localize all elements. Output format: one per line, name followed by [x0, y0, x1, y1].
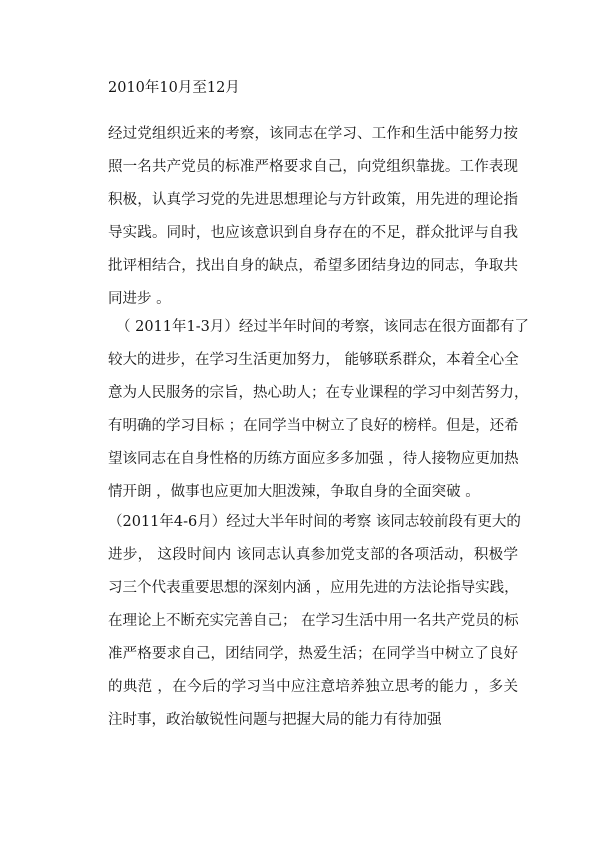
paragraph-2-line-6: 情开朗 ，做事也应更加大胆泼辣，争取自身的全面突破 。: [108, 484, 480, 500]
paragraph-3-line-4: 在理论上不断充实完善自己； 在学习生活中用一名共产党员的标: [108, 613, 519, 629]
paragraph-3-line-1: （2011年4-6月）经过大半年时间的考察 该同志较前段有更大的: [108, 514, 521, 530]
date-heading: 2010年10月至12月: [108, 80, 240, 96]
paragraph-3-line-5: 准严格要求自己，团结同学，热爱生活；在同学当中树立了良好: [108, 646, 518, 662]
paragraph-1-line-4: 导实践。同时，也应该意识到自身存在的不足，群众批评与自我: [108, 225, 518, 241]
paragraph-3-line-2: 进步， 这段时间内 该同志认真参加党支部的各项活动，积极学: [108, 547, 518, 563]
paragraph-1-line-2: 照一名共产党员的标准严格要求自己，向党组织靠拢。工作表现: [108, 159, 518, 175]
paragraph-2-line-3: 意为人民服务的宗旨，热心助人；在专业课程的学习中刻苦努力，: [108, 385, 529, 401]
paragraph-3-line-3: 习三个代表重要思想的深刻内涵 ，应用先进的方法论指导实践，: [108, 580, 519, 596]
paragraph-2-line-1: （ 2011年1-3月）经过半年时间的考察，该同志在很方面都有了: [116, 319, 529, 335]
paragraph-2-line-4: 有明确的学习目标 ；在同学当中树立了良好的榜样。但是，还希: [108, 418, 519, 434]
paragraph-1-line-1: 经过党组织近来的考察，该同志在学习、工作和生活中能努力按: [108, 126, 518, 142]
paragraph-3-line-6: 的典范 ，在今后的学习当中应注意培养独立思考的能力 ，多关: [108, 679, 518, 695]
paragraph-1-line-3: 积极，认真学习党的先进思想理论与方针政策，用先进的理论指: [108, 192, 518, 208]
paragraph-1-line-6: 同进步 。: [108, 291, 171, 307]
paragraph-3-line-7: 注时事，政治敏锐性问题与把握大局的能力有待加强: [108, 712, 442, 728]
paragraph-2-line-2: 较大的进步，在学习生活更加努力， 能够联系群众，本着全心全: [108, 352, 519, 368]
paragraph-2-line-5: 望该同志在自身性格的历练方面应多多加强 ，待人接物应更加热: [108, 451, 519, 467]
paragraph-1-line-5: 批评相结合，找出自身的缺点，希望多团结身边的同志，争取共: [108, 258, 518, 274]
